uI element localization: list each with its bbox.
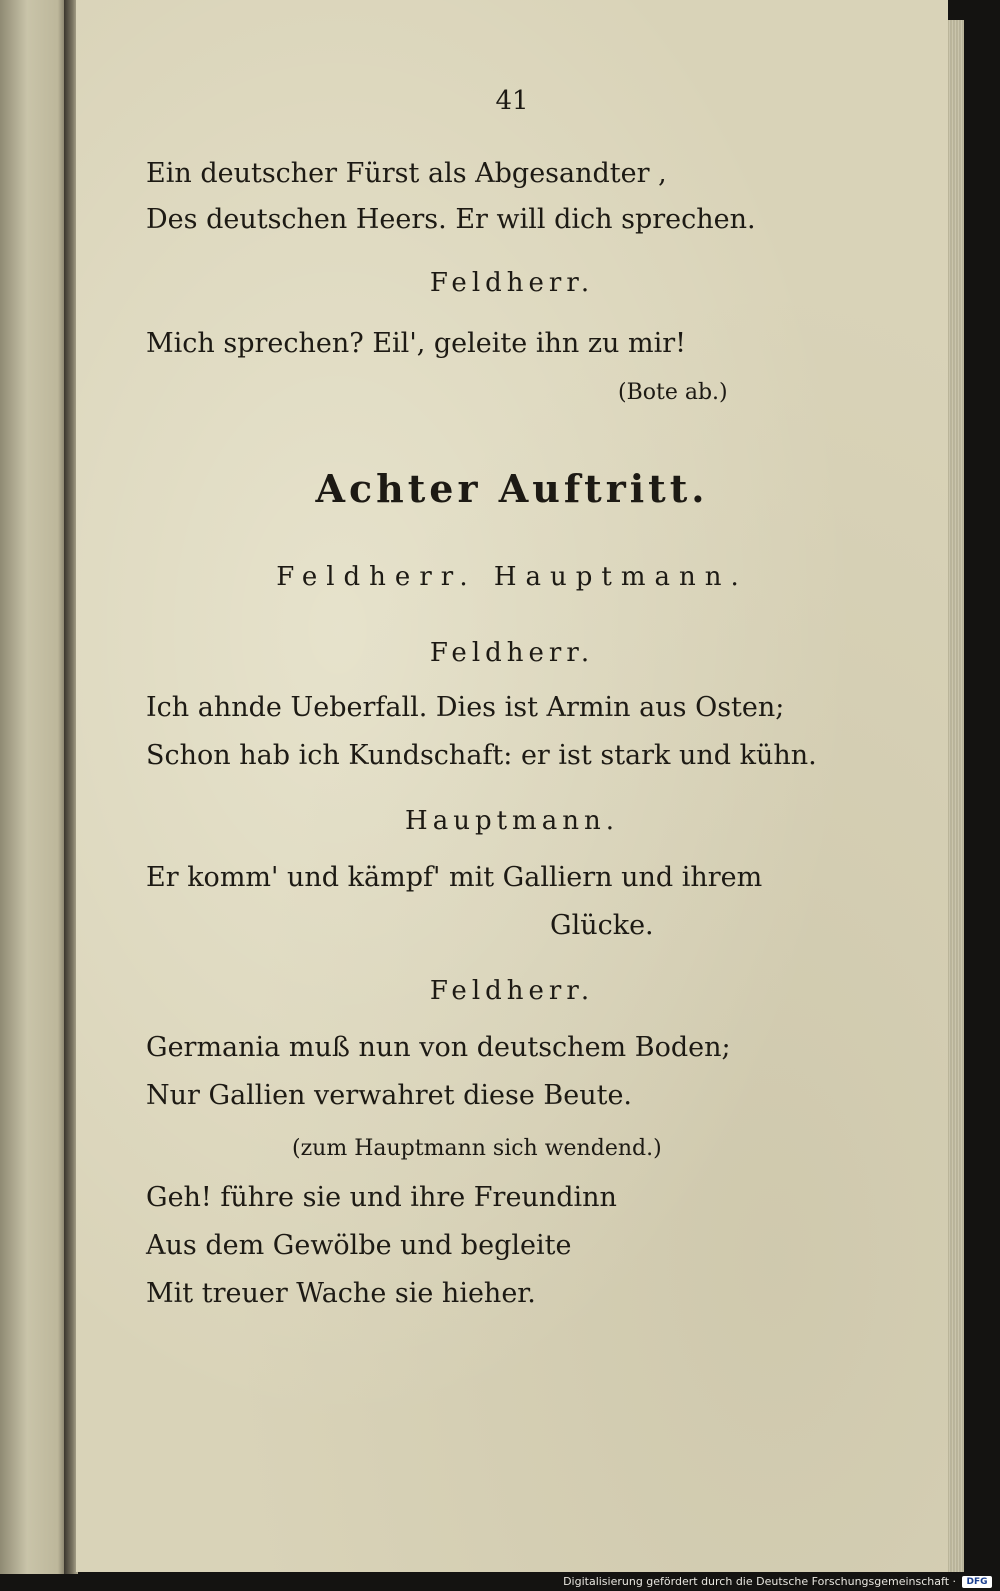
verse-line: Mich sprechen? Eil', geleite ihn zu mir! [146,328,687,359]
speaker-label: Feldherr. [429,638,595,668]
verse-line: Nur Gallien verwahret diese Beute. [146,1080,633,1111]
verse-line: Schon hab ich Kundschaft: er ist stark und kühn. [146,740,817,771]
dfg-logo: DFG [962,1576,992,1588]
verse-line: Geh! führe sie und ihre Freundinn [146,1182,617,1213]
stage-direction: (zum Hauptmann sich wendend.) [292,1136,662,1161]
stage-direction: (Bote ab.) [618,380,728,405]
verse-line-continuation: Glücke. [550,910,654,941]
verse-line: Ich ahnde Ueberfall. Dies ist Armin aus Osten; [146,692,785,723]
page-number: 41 [495,86,529,116]
verse-line: Aus dem Gewölbe und begleite [146,1230,572,1261]
facing-page-edge [0,0,68,1591]
verse-line: Mit treuer Wache sie hieher. [146,1278,536,1309]
footer-credit: Digitalisierung gefördert durch die Deutsche Forschungsgemeinschaft · [563,1575,956,1588]
speaker-label: Feldherr. [429,268,595,298]
verse-line: Er komm' und kämpf' mit Galliern und ihrem [146,862,763,893]
verse-line: Germania muß nun von deutschem Boden; [146,1032,731,1063]
page-stack-edges [948,20,964,1572]
scene-characters: Feldherr. Hauptmann. [276,562,748,592]
book-page [76,0,948,1572]
verse-line: Des deutschen Heers. Er will dich sprechen. [146,204,756,235]
scene-heading: Achter Auftritt. [315,466,709,511]
speaker-label: Feldherr. [429,976,595,1006]
verse-line: Ein deutscher Fürst als Abgesandter , [146,158,667,189]
speaker-label: Hauptmann. [405,806,619,836]
